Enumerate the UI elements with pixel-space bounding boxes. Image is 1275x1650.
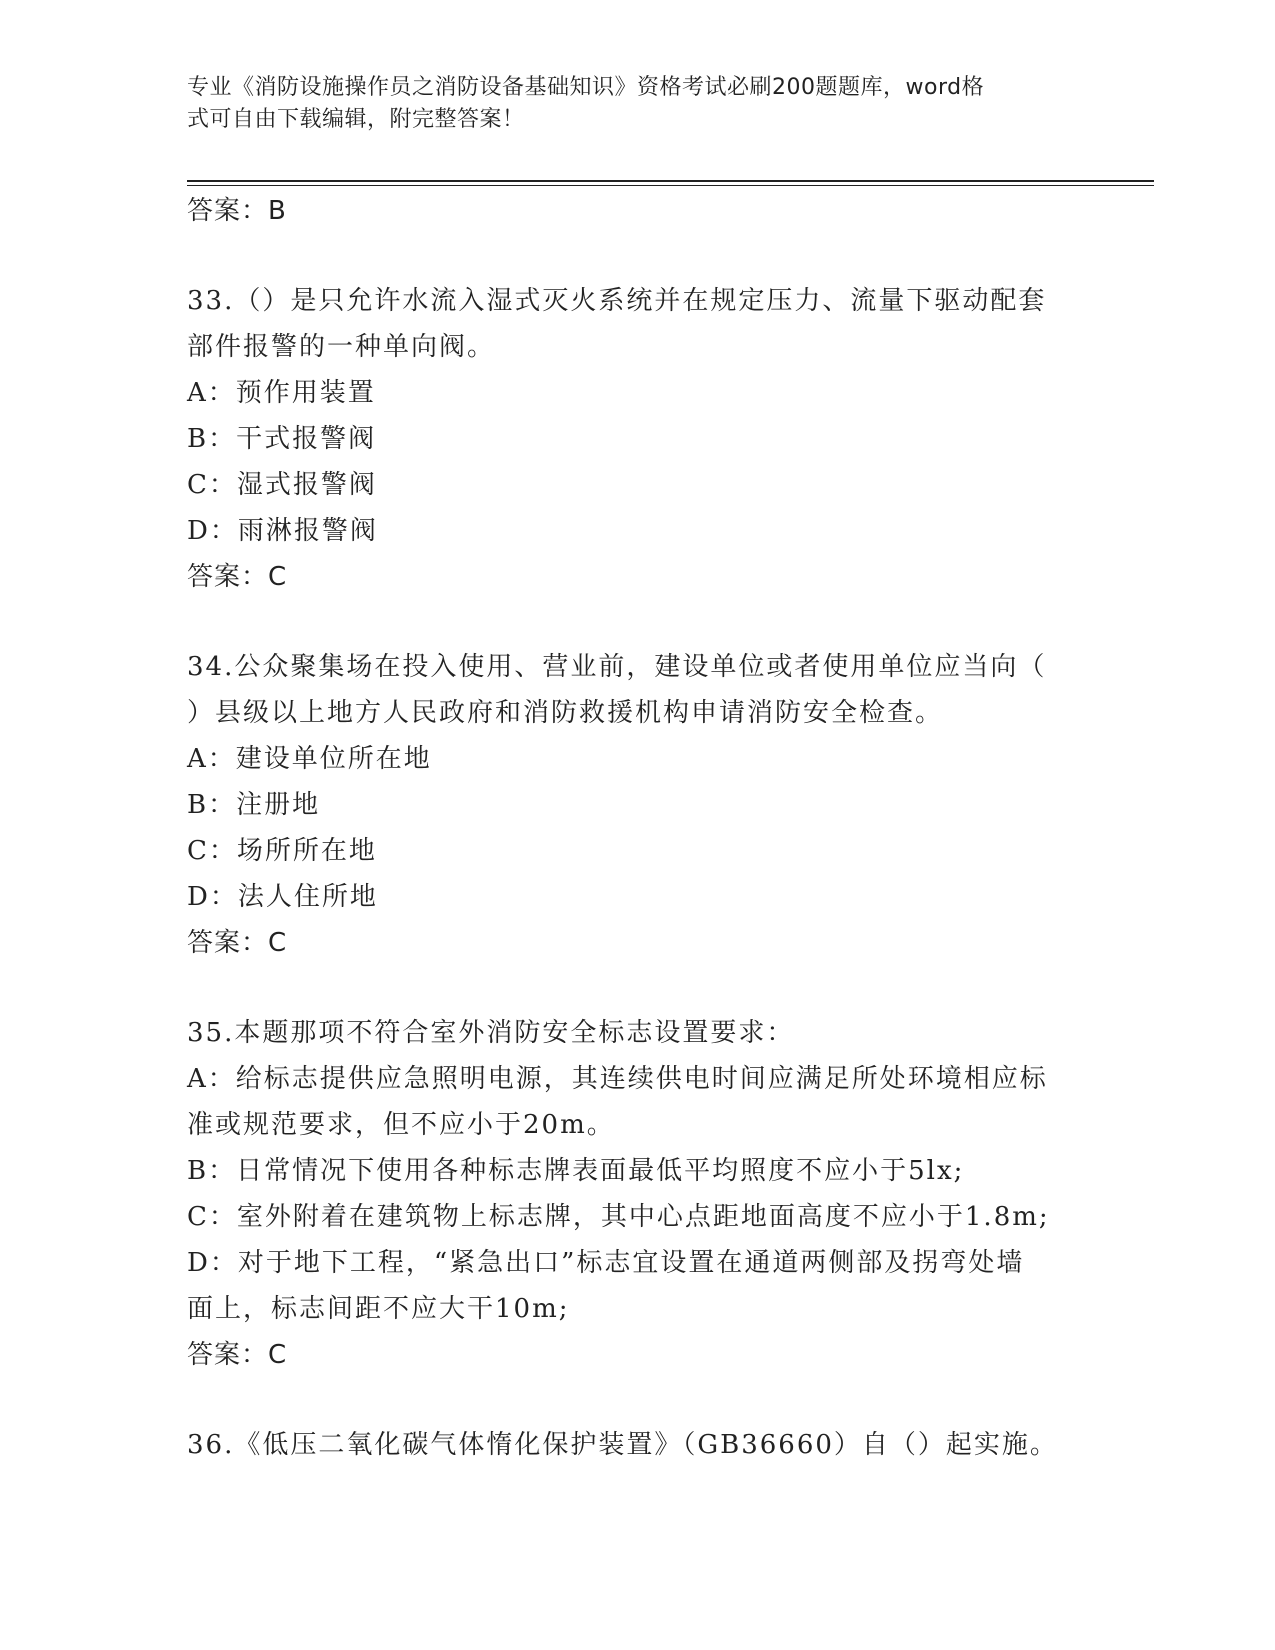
question-block [187,1010,1087,1378]
option-a-continuation: 准或规范要求，但不应小于20m。 [187,1110,615,1140]
question-stem-line: 部件报警的一种单向阀。 [187,332,496,362]
question-answer: 答案：C [187,562,288,592]
option-a: A：给标志提供应急照明电源，其连续供电时间应满足所处环境相应标 [187,1064,1048,1094]
question-block [187,278,1087,600]
document-header [187,72,1087,136]
question-stem-line: 36.《低压二氧化碳气体惰化保护装置》（GB36660）自（）起实施。 [187,1430,1058,1460]
option-c: C：室外附着在建筑物上标志牌，其中心点距地面高度不应小于1.8m; [187,1202,1050,1232]
option-d: D：对于地下工程，“紧急出口”标志宜设置在通道两侧部及拐弯处墙 [187,1248,1025,1278]
question-block [187,1422,1087,1468]
option-d: D：法人住所地 [187,882,378,912]
option-b: B：注册地 [187,790,321,820]
option-a: A：建设单位所在地 [187,744,432,774]
question-answer: 答案：C [187,1340,288,1370]
question-stem-line: ）县级以上地方人民政府和消防救援机构申请消防安全检查。 [187,698,944,728]
option-d: D：雨淋报警阀 [187,516,378,546]
option-b: B：日常情况下使用各种标志牌表面最低平均照度不应小于5lx; [187,1156,965,1186]
question-stem-line: 34.公众聚集场在投入使用、营业前，建设单位或者使用单位应当向（ [187,652,1047,682]
option-a: A：预作用装置 [187,378,376,408]
previous-answer: 答案：B [187,196,287,226]
question-block [187,644,1087,966]
header-line-2: 式可自由下载编辑，附完整答案！ [187,107,525,132]
option-b: B：干式报警阀 [187,424,377,454]
option-c: C：场所所在地 [187,836,377,866]
option-d-continuation: 面上，标志间距不应大干10m; [187,1294,570,1324]
header-divider-thin [187,185,1154,186]
document-body [187,188,1087,1468]
header-divider-thick [187,180,1154,182]
question-stem-line: 33.（）是只允许水流入湿式灭火系统并在规定压力、流量下驱动配套 [187,286,1047,316]
header-line-1: 专业《消防设施操作员之消防设备基础知识》资格考试必刷200题题库，word格 [187,75,985,100]
question-stem-line: 35.本题那项不符合室外消防安全标志设置要求： [187,1018,795,1048]
option-c: C：湿式报警阀 [187,470,377,500]
question-answer: 答案：C [187,928,288,958]
